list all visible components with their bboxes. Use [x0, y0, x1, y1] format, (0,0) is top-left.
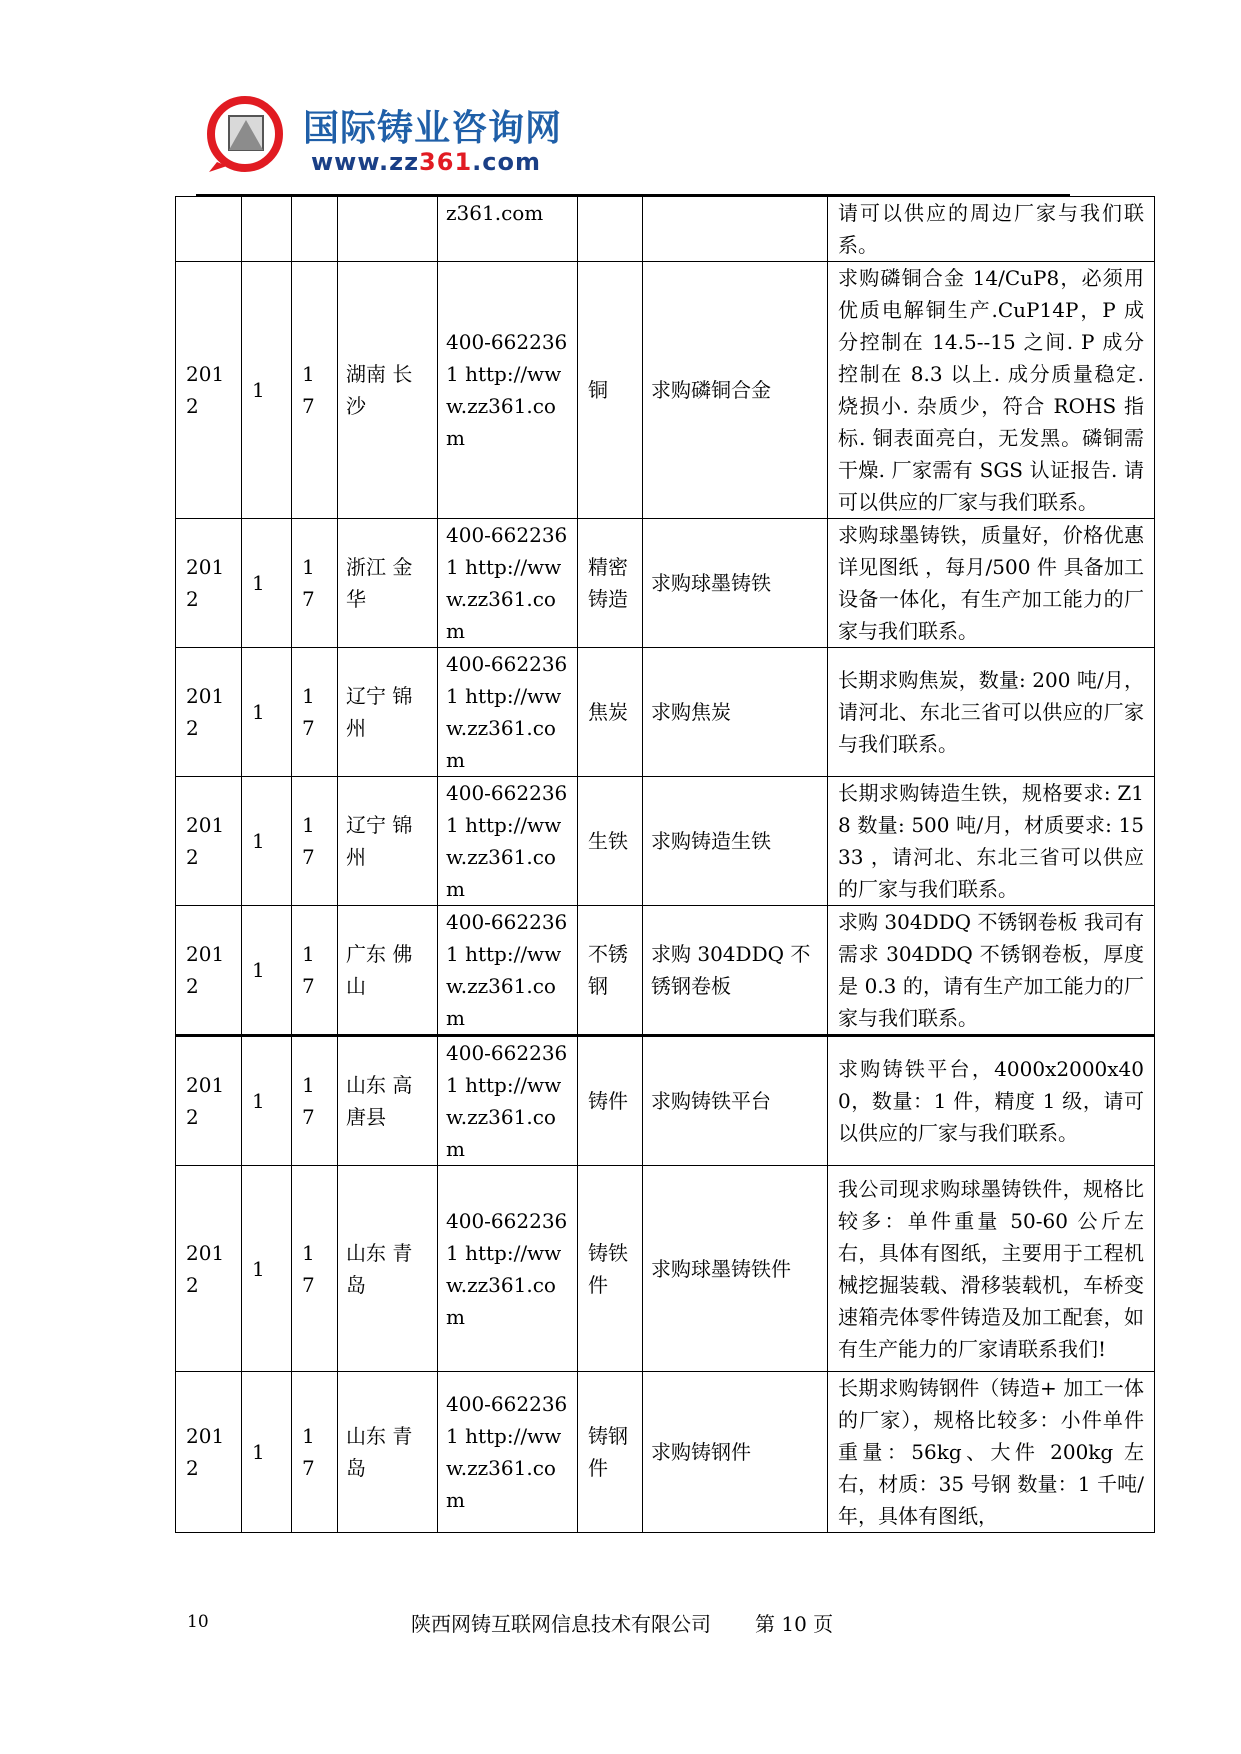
cell-contact: 400-6622361 http://www.zz361.com — [438, 777, 578, 906]
purchase-table — [175, 196, 1155, 1533]
cell-title: 求购铸造生铁 — [643, 777, 828, 906]
cell-month: 1 — [242, 906, 292, 1036]
table-row — [176, 1036, 1155, 1166]
footer-company: 陕西网铸互联网信息技术有限公司 第 10 页 — [411, 1612, 834, 1636]
cell-day: 17 — [292, 1166, 338, 1372]
cell-region: 广东 佛山 — [338, 906, 438, 1036]
cell-description: 长期求购铸钢件（铸造+ 加工一体的厂家），规格比较多：小件单件重量：56kg、大件 200kg 左右，材质：35 号钢 数量：1 千吨/年，具体有图纸， — [828, 1372, 1155, 1533]
cell-month — [242, 197, 292, 262]
cell-contact: 400-6622361 http://www.zz361.com — [438, 648, 578, 777]
cell-month: 1 — [242, 648, 292, 777]
cell-description: 求购球墨铸铁，质量好，价格优惠详见图纸 ，每月/500 件 具备加工设备一体化，有生产加工能力的厂家与我们联系。 — [828, 519, 1155, 648]
cell-year: 2012 — [176, 519, 242, 648]
cell-day: 17 — [292, 906, 338, 1036]
cell-contact: 400-6622361 http://www.zz361.com — [438, 262, 578, 519]
cell-category: 铸件 — [578, 1036, 643, 1166]
table-row — [176, 197, 1155, 262]
cell-day: 17 — [292, 1372, 338, 1533]
logo-title: 国际铸业咨询网 — [303, 108, 563, 149]
table-row — [176, 1372, 1155, 1533]
cell-day: 17 — [292, 262, 338, 519]
cell-month: 1 — [242, 1166, 292, 1372]
cell-category: 铸铁件 — [578, 1166, 643, 1372]
cell-description: 请可以供应的周边厂家与我们联系。 — [828, 197, 1155, 262]
cell-month: 1 — [242, 1372, 292, 1533]
cell-category: 不锈钢 — [578, 906, 643, 1036]
cell-year: 2012 — [176, 1036, 242, 1166]
cell-contact: 400-6622361 http://www.zz361.com — [438, 906, 578, 1036]
cell-region: 辽宁 锦州 — [338, 648, 438, 777]
cell-contact: 400-6622361 http://www.zz361.com — [438, 1372, 578, 1533]
cell-year: 2012 — [176, 648, 242, 777]
cell-category: 生铁 — [578, 777, 643, 906]
cell-description: 我公司现求购球墨铸铁件，规格比较多：单件重量 50-60 公斤左右，具体有图纸，主要用于工程机械挖掘装载、滑移装载机，车桥变速箱壳体零件铸造及加工配套，如有生产能力的厂家请联系我们! — [828, 1166, 1155, 1372]
cell-year: 2012 — [176, 777, 242, 906]
cell-day: 17 — [292, 648, 338, 777]
cell-category — [578, 197, 643, 262]
cell-description: 求购磷铜合金 14/CuP8，必须用优质电解铜生产.CuP14P，P 成分控制在 14.5--15 之间. P 成分控制在 8.3 以上. 成分质量稳定. 烧损小. 杂质少，符合 ROHS 指标. 铜表面亮白，无发黑。磷铜需干燥. 厂家需有 SGS 认证报告. 请可以供应的厂家与我们联系。 — [828, 262, 1155, 519]
cell-title: 求购铸铁平台 — [643, 1036, 828, 1166]
cell-year: 2012 — [176, 1166, 242, 1372]
table-row — [176, 519, 1155, 648]
cell-title: 求购磷铜合金 — [643, 262, 828, 519]
cell-region: 山东 青岛 — [338, 1166, 438, 1372]
cell-year — [176, 197, 242, 262]
cell-day — [292, 197, 338, 262]
cell-year: 2012 — [176, 906, 242, 1036]
cell-title — [643, 197, 828, 262]
cell-region: 湖南 长沙 — [338, 262, 438, 519]
logo-url: www.zz361.com — [311, 148, 541, 176]
cell-day: 17 — [292, 777, 338, 906]
cell-description: 长期求购焦炭，数量: 200 吨/月，请河北、东北三省可以供应的厂家与我们联系。 — [828, 648, 1155, 777]
footer-page-number: 10 — [187, 1612, 209, 1632]
table-row — [176, 648, 1155, 777]
footer-page-label: 第 10 页 — [755, 1612, 834, 1636]
cell-month: 1 — [242, 777, 292, 906]
cell-region: 山东 高唐县 — [338, 1036, 438, 1166]
cell-description: 长期求购铸造生铁，规格要求: Z18 数量: 500 吨/月，材质要求: 1533 ，请河北、东北三省可以供应的厂家与我们联系。 — [828, 777, 1155, 906]
cell-description: 求购铸铁平台，4000x2000x400，数量：1 件，精度 1 级，请可以供应的厂家与我们联系。 — [828, 1036, 1155, 1166]
cell-contact: 400-6622361 http://www.zz361.com — [438, 1036, 578, 1166]
cell-year: 2012 — [176, 262, 242, 519]
cell-contact: 400-6622361 http://www.zz361.com — [438, 519, 578, 648]
cell-category: 焦炭 — [578, 648, 643, 777]
cell-contact: z361.com — [438, 197, 578, 262]
cell-region: 浙江 金华 — [338, 519, 438, 648]
cell-month: 1 — [242, 519, 292, 648]
cell-month: 1 — [242, 262, 292, 519]
table-row — [176, 777, 1155, 906]
cell-title: 求购球墨铸铁件 — [643, 1166, 828, 1372]
cell-category: 铸钢件 — [578, 1372, 643, 1533]
cell-title: 求购球墨铸铁 — [643, 519, 828, 648]
cell-day: 17 — [292, 1036, 338, 1166]
cell-month: 1 — [242, 1036, 292, 1166]
cell-region — [338, 197, 438, 262]
cell-title: 求购 304DDQ 不锈钢卷板 — [643, 906, 828, 1036]
table-row — [176, 906, 1155, 1036]
cell-title: 求购焦炭 — [643, 648, 828, 777]
cell-year: 2012 — [176, 1372, 242, 1533]
table-row — [176, 1166, 1155, 1372]
cell-category: 铜 — [578, 262, 643, 519]
cell-title: 求购铸钢件 — [643, 1372, 828, 1533]
cell-category: 精密铸造 — [578, 519, 643, 648]
cell-region: 辽宁 锦州 — [338, 777, 438, 906]
cell-region: 山东 青岛 — [338, 1372, 438, 1533]
cell-contact: 400-6622361 http://www.zz361.com — [438, 1166, 578, 1372]
cell-description: 求购 304DDQ 不锈钢卷板 我司有需求 304DDQ 不锈钢卷板，厚度是 0.3 的，请有生产加工能力的厂家与我们联系。 — [828, 906, 1155, 1036]
table-row — [176, 262, 1155, 519]
cell-day: 17 — [292, 519, 338, 648]
logo-icon — [205, 92, 291, 178]
